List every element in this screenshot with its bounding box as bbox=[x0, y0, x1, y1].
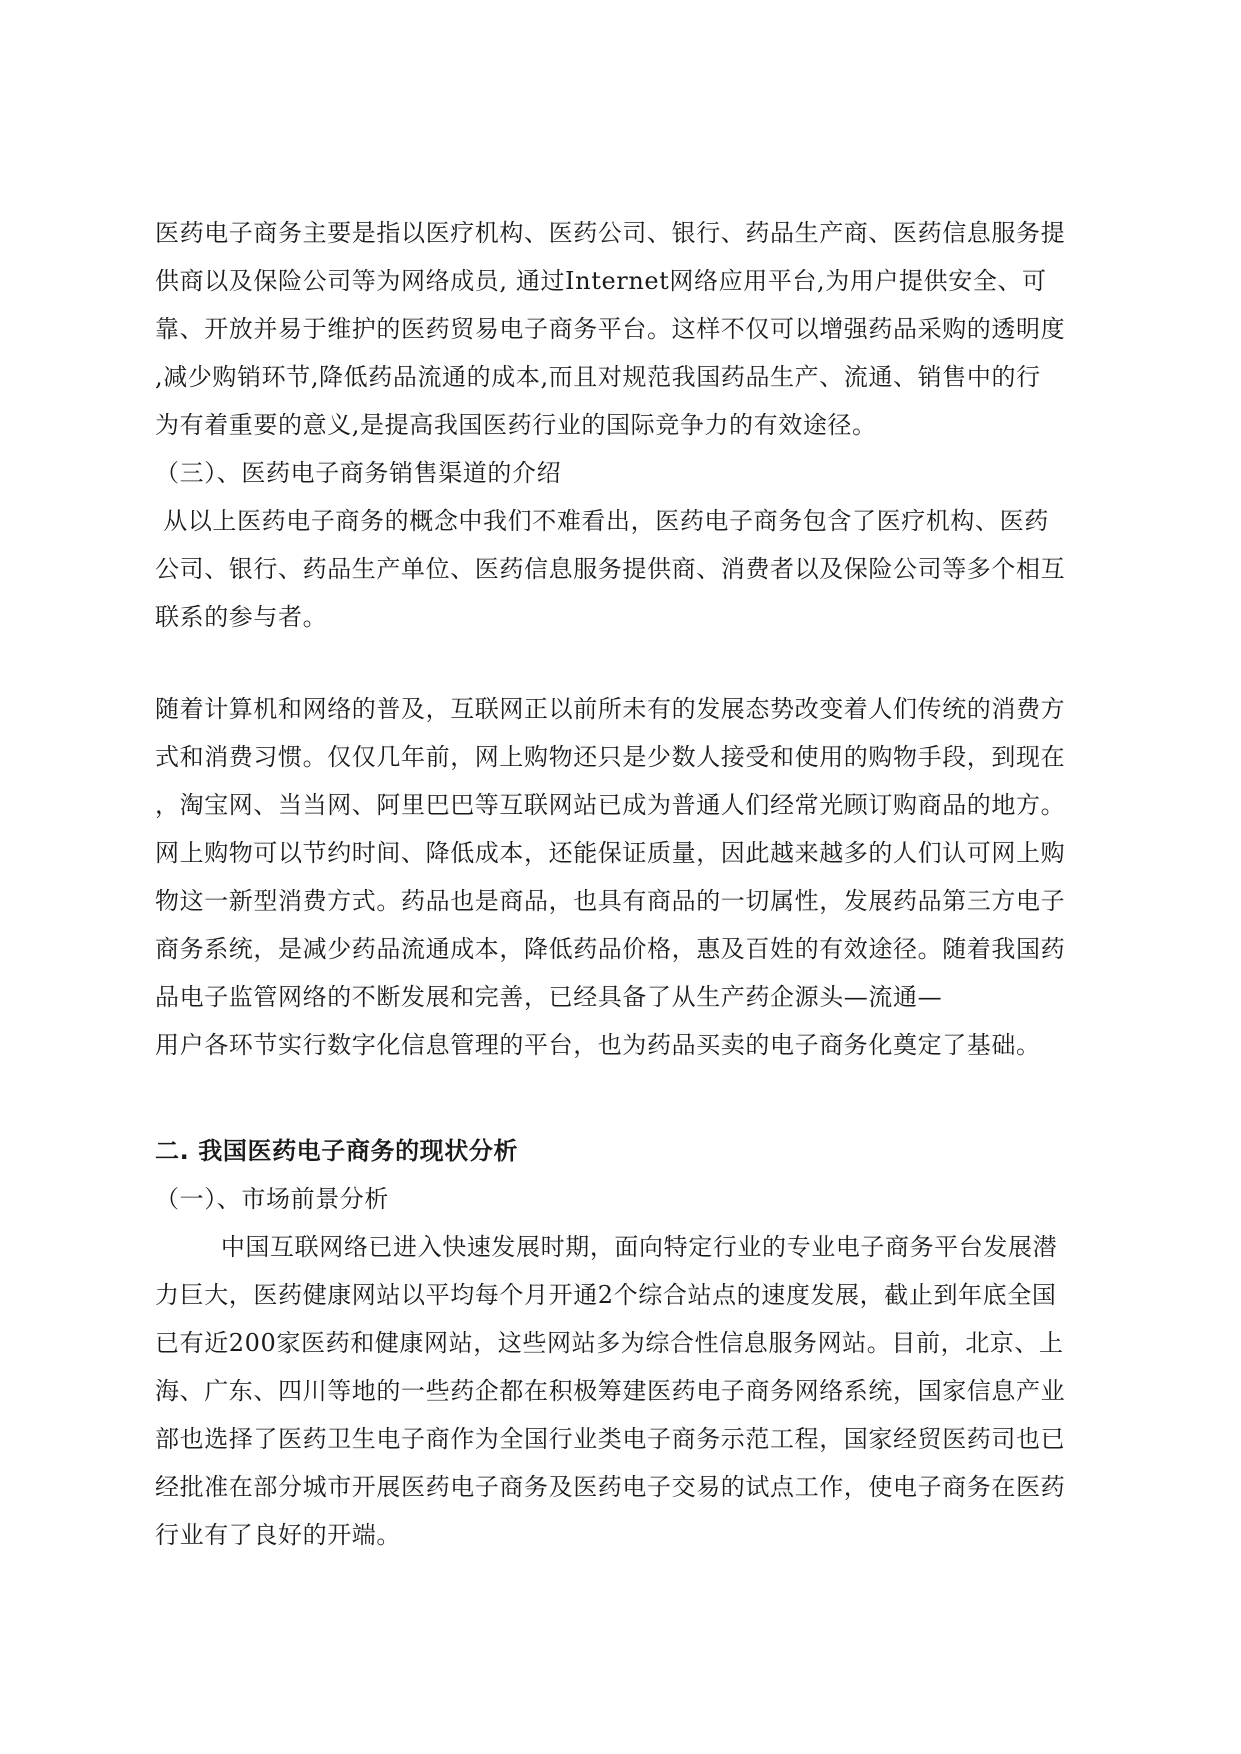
subheading-text: （一）、市场前景分析 bbox=[155, 1185, 389, 1213]
text-line: 物这一新型消费方式。药品也是商品，也具有商品的一切属性，发展药品第三方电子 bbox=[155, 887, 1066, 915]
paragraph-online-shopping bbox=[155, 685, 1087, 1069]
text-line: 式和消费习惯。仅仅几年前，网上购物还只是少数人接受和使用的购物手段，到现在 bbox=[155, 743, 1066, 771]
text-line: 随着计算机和网络的普及，互联网正以前所未有的发展态势改变着人们传统的消费方 bbox=[155, 695, 1066, 723]
section-heading-status-analysis bbox=[155, 1127, 1087, 1175]
text-line: 经批准在部分城市开展医药电子商务及医药电子交易的试点工作，使电子商务在医药 bbox=[155, 1473, 1066, 1501]
text-line: 从以上医药电子商务的概念中我们不难看出，医药电子商务包含了医疗机构、医药 bbox=[155, 507, 1049, 535]
text-line: 公司、银行、药品生产单位、医药信息服务提供商、消费者以及保险公司等多个相互 bbox=[155, 555, 1066, 583]
subheading-text: （三）、医药电子商务销售渠道的介绍 bbox=[155, 459, 562, 487]
text-line: 用户各环节实行数字化信息管理的平台，也为药品买卖的电子商务化奠定了基础。 bbox=[155, 1031, 1041, 1059]
text-line: 靠、开放并易于维护的医药贸易电子商务平台。这样不仅可以增强药品采购的透明度 bbox=[155, 315, 1066, 343]
text-line: 行业有了良好的开端。 bbox=[155, 1521, 401, 1549]
paragraph-ecommerce-definition bbox=[155, 209, 1087, 449]
text-line: 中国互联网络已进入快速发展时期，面向特定行业的专业电子商务平台发展潜 bbox=[155, 1233, 1058, 1261]
text-line: ,减少购销环节,降低药品流通的成本,而且对规范我国药品生产、流通、销售中的行 bbox=[155, 363, 1041, 391]
subheading-market-outlook bbox=[155, 1175, 1087, 1223]
section-heading-text: 二. 我国医药电子商务的现状分析 bbox=[155, 1137, 519, 1165]
text-line: 为有着重要的意义,是提高我国医药行业的国际竞争力的有效途径。 bbox=[155, 411, 877, 439]
text-line: ，淘宝网、当当网、阿里巴巴等互联网站已成为普通人们经常光顾订购商品的地方。 bbox=[155, 791, 1066, 819]
text-line: 力巨大，医药健康网站以平均每个月开通2个综合站点的速度发展，截止到年底全国 bbox=[155, 1281, 1057, 1309]
paragraph-participants bbox=[155, 497, 1087, 641]
text-line: 供商以及保险公司等为网络成员, 通过Internet网络应用平台,为用户提供安全、可 bbox=[155, 267, 1047, 295]
text-line: 部也选择了医药卫生电子商作为全国行业类电子商务示范工程，国家经贸医药司也已 bbox=[155, 1425, 1066, 1453]
text-line: 已有近200家医药和健康网站，这些网站多为综合性信息服务网站。目前，北京、上 bbox=[155, 1329, 1064, 1357]
paragraph-market-outlook bbox=[155, 1223, 1087, 1559]
text-line: 海、广东、四川等地的一些药企都在积极筹建医药电子商务网络系统，国家信息产业 bbox=[155, 1377, 1066, 1405]
text-line: 医药电子商务主要是指以医疗机构、医药公司、银行、药品生产商、医药信息服务提 bbox=[155, 219, 1066, 247]
text-line: 网上购物可以节约时间、降低成本，还能保证质量，因此越来越多的人们认可网上购 bbox=[155, 839, 1066, 867]
text-line: 商务系统，是减少药品流通成本，降低药品价格，惠及百姓的有效途径。随着我国药 bbox=[155, 935, 1066, 963]
text-line: 品电子监管网络的不断发展和完善，已经具备了从生产药企源头—流通— bbox=[155, 983, 943, 1011]
text-line: 联系的参与者。 bbox=[155, 603, 328, 631]
subheading-sales-channels bbox=[155, 449, 1087, 497]
